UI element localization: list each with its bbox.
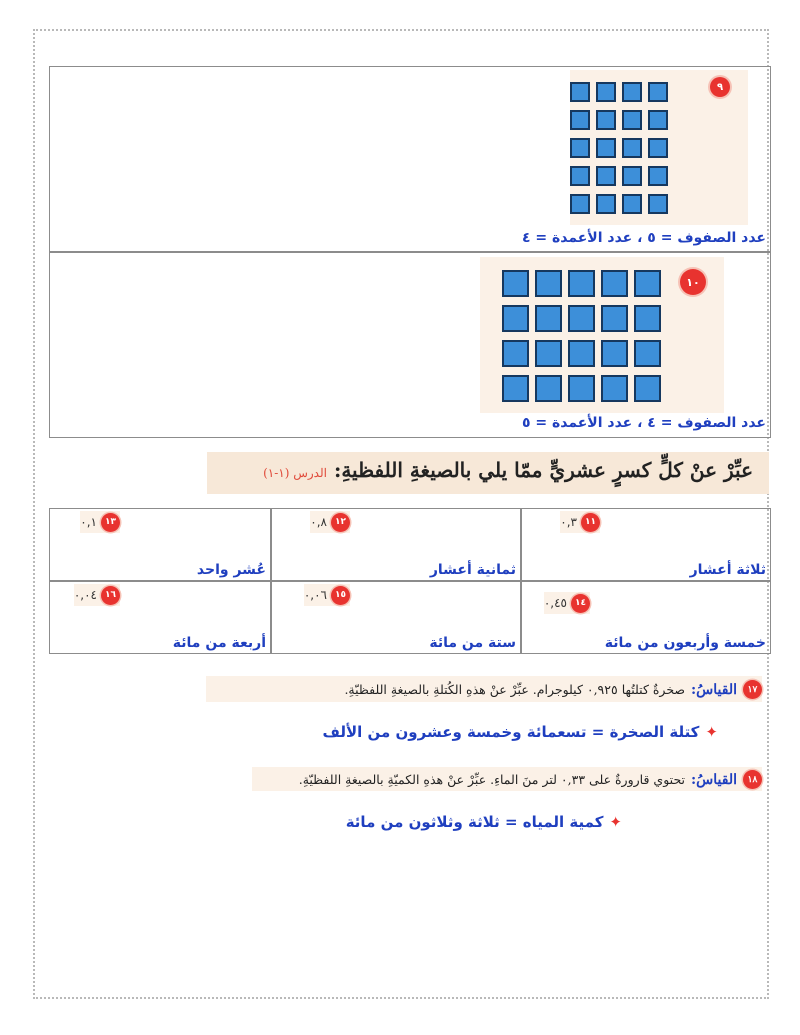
array-square [622, 110, 642, 130]
decimal-label [560, 511, 600, 533]
array-square [570, 194, 590, 214]
decimal-cell [521, 581, 771, 654]
decimal-label [80, 511, 120, 533]
exercise-number-badge: ٩ [710, 77, 730, 97]
problem-text: تحتوي قارورةٌ على ٠,٣٣ لتر منَ الماءِ. عبِّرْ عنْ هذهِ الكميّةِ بالصيغةِ اللفظيّةِ. [298, 772, 685, 787]
decimal-value: ٠,٣ [560, 515, 577, 529]
exercise-10-caption: عدد الصفوف = ٤ ، عدد الأعمدة = ٥ [521, 415, 766, 431]
problem-text: صخرةٌ كتلتُها ٠,٩٢٥ كيلوجرام. عبِّرْ عنْ هذهِ الكُتلةِ بالصيغةِ اللفظيّةِ. [344, 682, 685, 697]
array-square [570, 82, 590, 102]
array-grid [502, 270, 661, 402]
array-square [601, 340, 628, 367]
decimal-cell [49, 581, 271, 654]
array-square [601, 375, 628, 402]
decimal-word-form: عُشر واحد [196, 562, 266, 578]
array-square [622, 166, 642, 186]
bullet-star-icon: ✦ [705, 723, 718, 741]
problem-17-answer [322, 723, 718, 741]
array-square [634, 305, 661, 332]
exercise-9-caption: عدد الصفوف = ٥ ، عدد الأعمدة = ٤ [521, 230, 766, 246]
array-square [535, 270, 562, 297]
decimal-word-form: أربعة من مائة [172, 635, 266, 651]
array-square [570, 166, 590, 186]
exercise-10-box [49, 252, 771, 438]
array-square [601, 305, 628, 332]
decimal-label [304, 584, 350, 606]
array-square [601, 270, 628, 297]
section-title-bar [207, 452, 769, 494]
array-square [568, 305, 595, 332]
array-square [634, 340, 661, 367]
answer-text: كتلة الصخرة = تسعمائة وخمسة وعشرون من الألف [322, 723, 700, 741]
array-square [570, 110, 590, 130]
array-square [596, 138, 616, 158]
array-square [596, 194, 616, 214]
array-square [535, 305, 562, 332]
array-square [596, 110, 616, 130]
exercise-number-badge: ١١ [581, 513, 600, 532]
decimal-value: ٠,١ [80, 515, 97, 529]
array-square [568, 375, 595, 402]
array-square [568, 270, 595, 297]
exercise-number-badge: ١٢ [331, 513, 350, 532]
array-square [622, 82, 642, 102]
exercise-number-badge: ١٠ [680, 269, 706, 295]
array-square [596, 82, 616, 102]
array-square [502, 340, 529, 367]
decimal-word-form: ثمانية أعشار [429, 562, 516, 578]
decimal-value: ٠,٠٦ [303, 588, 327, 602]
exercise-number-badge: ١٦ [101, 586, 120, 605]
decimal-cell [521, 508, 771, 581]
decimal-label [310, 511, 350, 533]
array-square [622, 194, 642, 214]
array-square [634, 270, 661, 297]
bullet-star-icon: ✦ [609, 813, 622, 831]
array-square [648, 166, 668, 186]
decimal-label [544, 592, 590, 614]
decimal-word-form: خمسة وأربعون من مائة [604, 635, 766, 651]
exercise-number-badge: ١٤ [571, 594, 590, 613]
exercise-9-box [49, 66, 771, 252]
array-square [596, 166, 616, 186]
array-square [570, 138, 590, 158]
array-square [568, 340, 595, 367]
problem-label: القياسُ: [691, 771, 737, 788]
decimal-label [74, 584, 120, 606]
decimal-word-form: ستة من مائة [429, 635, 516, 651]
answer-text: كمية المياه = ثلاثة وثلاثون من مائة [345, 813, 604, 831]
exercise-number-badge: ١٥ [331, 586, 350, 605]
problem-18-answer [346, 813, 622, 831]
decimal-word-form: ثلاثة أعشار [689, 562, 766, 578]
array-square [648, 110, 668, 130]
problem-number-badge: ١٧ [743, 680, 762, 699]
problem-18 [252, 767, 762, 791]
array-square [634, 375, 661, 402]
lesson-reference: الدرس (١-١) [263, 466, 327, 480]
decimal-cell [271, 581, 521, 654]
decimal-cell [271, 508, 521, 581]
array-square [622, 138, 642, 158]
decimal-value: ٠,٨ [310, 515, 327, 529]
array-square [535, 340, 562, 367]
exercise-9-panel [570, 70, 748, 225]
array-square [502, 375, 529, 402]
exercise-number-badge: ١٣ [101, 513, 120, 532]
problem-number-badge: ١٨ [743, 770, 762, 789]
array-square [502, 270, 529, 297]
problem-label: القياسُ: [691, 681, 737, 698]
exercise-10-panel [480, 257, 724, 413]
array-square [648, 138, 668, 158]
array-grid [570, 82, 668, 214]
section-title: عبِّرْ عنْ كلٍّ كسرٍ عشريٍّ ممّا يلي بالصيغةِ اللفظيةِ: [333, 458, 753, 482]
decimal-value: ٠,٤٥ [543, 596, 567, 610]
decimal-value: ٠,٠٤ [73, 588, 97, 602]
decimal-cell [49, 508, 271, 581]
array-square [648, 194, 668, 214]
array-square [535, 375, 562, 402]
array-square [648, 82, 668, 102]
problem-17 [206, 676, 762, 702]
array-square [502, 305, 529, 332]
